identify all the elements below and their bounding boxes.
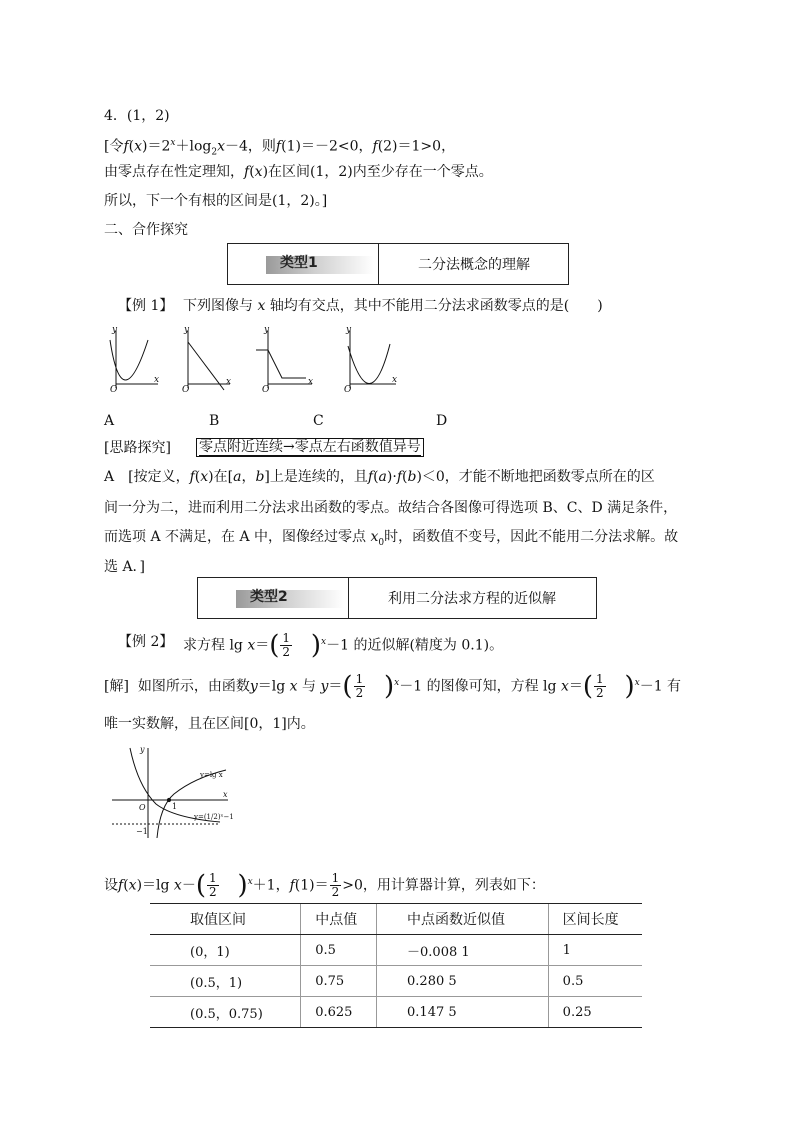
table-cell: (0.5，0.75)	[150, 997, 301, 1028]
table-row	[150, 966, 642, 997]
graph-a-origin: O	[110, 385, 118, 394]
example-2-question: 求方程 lg x＝( $\frac{1}{2}$ )$^x$－1 的近似解(精度为 0.1)。	[183, 630, 504, 661]
type-2-tag-box	[198, 578, 349, 618]
graph-b-origin: O	[182, 385, 190, 394]
type-2-banner	[197, 577, 597, 619]
fig-lg-label: y=lg x	[200, 771, 223, 779]
answer-4-line-2: [令$f(x)=2^x+\log_2x-4$，则f(1)＝－2<0，f(2)＝1>0，	[104, 138, 456, 158]
table-cell: (0，1)	[150, 935, 301, 966]
type-1-banner	[227, 243, 569, 285]
example-1-answer-line-3: 而选项 A 不满足，在 A 中，图像经过零点 $x_0$时，函数值不变号，因此不能用二分法求解。故	[104, 529, 679, 548]
table-cell: 0.280 5	[377, 966, 549, 997]
fig-ylabel: y	[140, 745, 145, 754]
table-cell: 0.147 5	[377, 997, 549, 1028]
graph-d-xlabel: x	[392, 375, 398, 385]
table-header-length: 区间长度	[548, 904, 642, 935]
table-row	[150, 935, 642, 966]
graph-c-xlabel: x	[308, 377, 314, 387]
answer-4-line-4: 所以，下一个有根的区间是(1，2)。]	[104, 193, 328, 209]
type-2-tag: 类型2	[250, 589, 288, 605]
half-fraction: $\frac{1}{2}$	[282, 631, 291, 660]
example-1-graphs	[104, 322, 404, 394]
answer-4-line-3: 由零点存在性定理知，f(x)在区间(1，2)内至少存在一个零点。	[104, 164, 493, 180]
table-cell: 0.625	[301, 997, 377, 1028]
fig-intersection	[167, 798, 170, 801]
graph-c-ylabel: y	[264, 325, 270, 335]
fig-exp-label: y=(1/2)ˣ−1	[194, 813, 234, 821]
graph-b-xlabel: x	[226, 377, 232, 387]
section-heading: 二、合作探究	[104, 222, 188, 238]
table-cell: 0.5	[301, 935, 377, 966]
table-cell: －0.008 1	[377, 935, 549, 966]
table-header-interval: 取值区间	[150, 904, 301, 935]
type-1-title: 二分法概念的理解	[418, 257, 530, 273]
example-2-solution-line-1: [解] 如图所示，由函数y＝lg x 与 y＝( $\frac{1}{2}$ )$^x$－1 的图像可知，方程 lg x＝( $\frac{1}{2}$ )$^x$－1 有	[104, 671, 682, 702]
graph-d-ylabel: y	[346, 325, 352, 335]
fig-xlabel: x	[223, 790, 228, 799]
graph-c-origin: O	[262, 385, 270, 394]
example-1-answer-line-2: 间一分为二，进而利用二分法求出函数的零点。故结合各图像可得选项 B、C、D 满足条件，	[104, 500, 678, 516]
table-cell: 0.5	[548, 966, 642, 997]
option-c: C	[313, 413, 324, 429]
graph-b-line	[188, 342, 224, 390]
graph-c-line	[256, 350, 306, 378]
graph-a-xlabel: x	[154, 375, 160, 385]
table-cell: (0.5，1)	[150, 966, 301, 997]
table-cell: 0.75	[301, 966, 377, 997]
fig-one: 1	[172, 802, 178, 811]
graph-b-ylabel: y	[184, 325, 190, 335]
answer-4-title: 4．(1，2)	[104, 108, 170, 124]
type-2-title: 利用二分法求方程的近似解	[388, 591, 556, 607]
example-2-label: 【例 2】	[118, 634, 174, 650]
table-header-midpoint-value: 中点函数近似值	[377, 904, 549, 935]
graph-d-curve	[348, 344, 390, 384]
option-a: A	[104, 413, 115, 429]
table-header-row	[150, 904, 642, 935]
example-1-label: 【例 1】	[118, 298, 174, 314]
type-1-tag: 类型1	[280, 255, 318, 271]
table-cell: 0.25	[548, 997, 642, 1028]
think-text: 零点附近连续→零点左右函数值异号	[196, 438, 424, 457]
think-label: [思路探究]	[104, 440, 171, 456]
option-d: D	[436, 413, 448, 429]
example-2-setup-line: 设f(x)＝lg x－( $\frac{1}{2}$ )$^x$＋1，f(1)＝ $\frac{1}{2}$ >0，用计算器计算，列表如下：	[104, 870, 545, 901]
table-row	[150, 997, 642, 1028]
bisection-table	[150, 903, 642, 1028]
example-1-answer-line-1: A [按定义，f(x)在[a，b]上是连续的，且f(a)·f(b)＜0，才能不断地把函数零点所在的区	[104, 469, 655, 485]
graph-a-ylabel: y	[112, 325, 118, 335]
fig-minus-one: −1	[136, 827, 148, 836]
example-2-solution-line-2: 唯一实数解，且在区间[0，1]内。	[104, 716, 315, 732]
table-cell: 1	[548, 935, 642, 966]
example-2-figure	[108, 742, 238, 840]
graph-d-origin: O	[344, 385, 352, 394]
option-b: B	[209, 413, 220, 429]
fig-origin: O	[139, 803, 146, 812]
example-1-answer-line-4: 选 A．]	[104, 559, 146, 575]
type-1-tag-box	[228, 244, 379, 284]
table-header-midpoint: 中点值	[301, 904, 377, 935]
fig-lg-curve	[157, 770, 226, 838]
example-1-question: 下列图像与 x 轴均有交点，其中不能用二分法求函数零点的是( )	[183, 298, 603, 314]
